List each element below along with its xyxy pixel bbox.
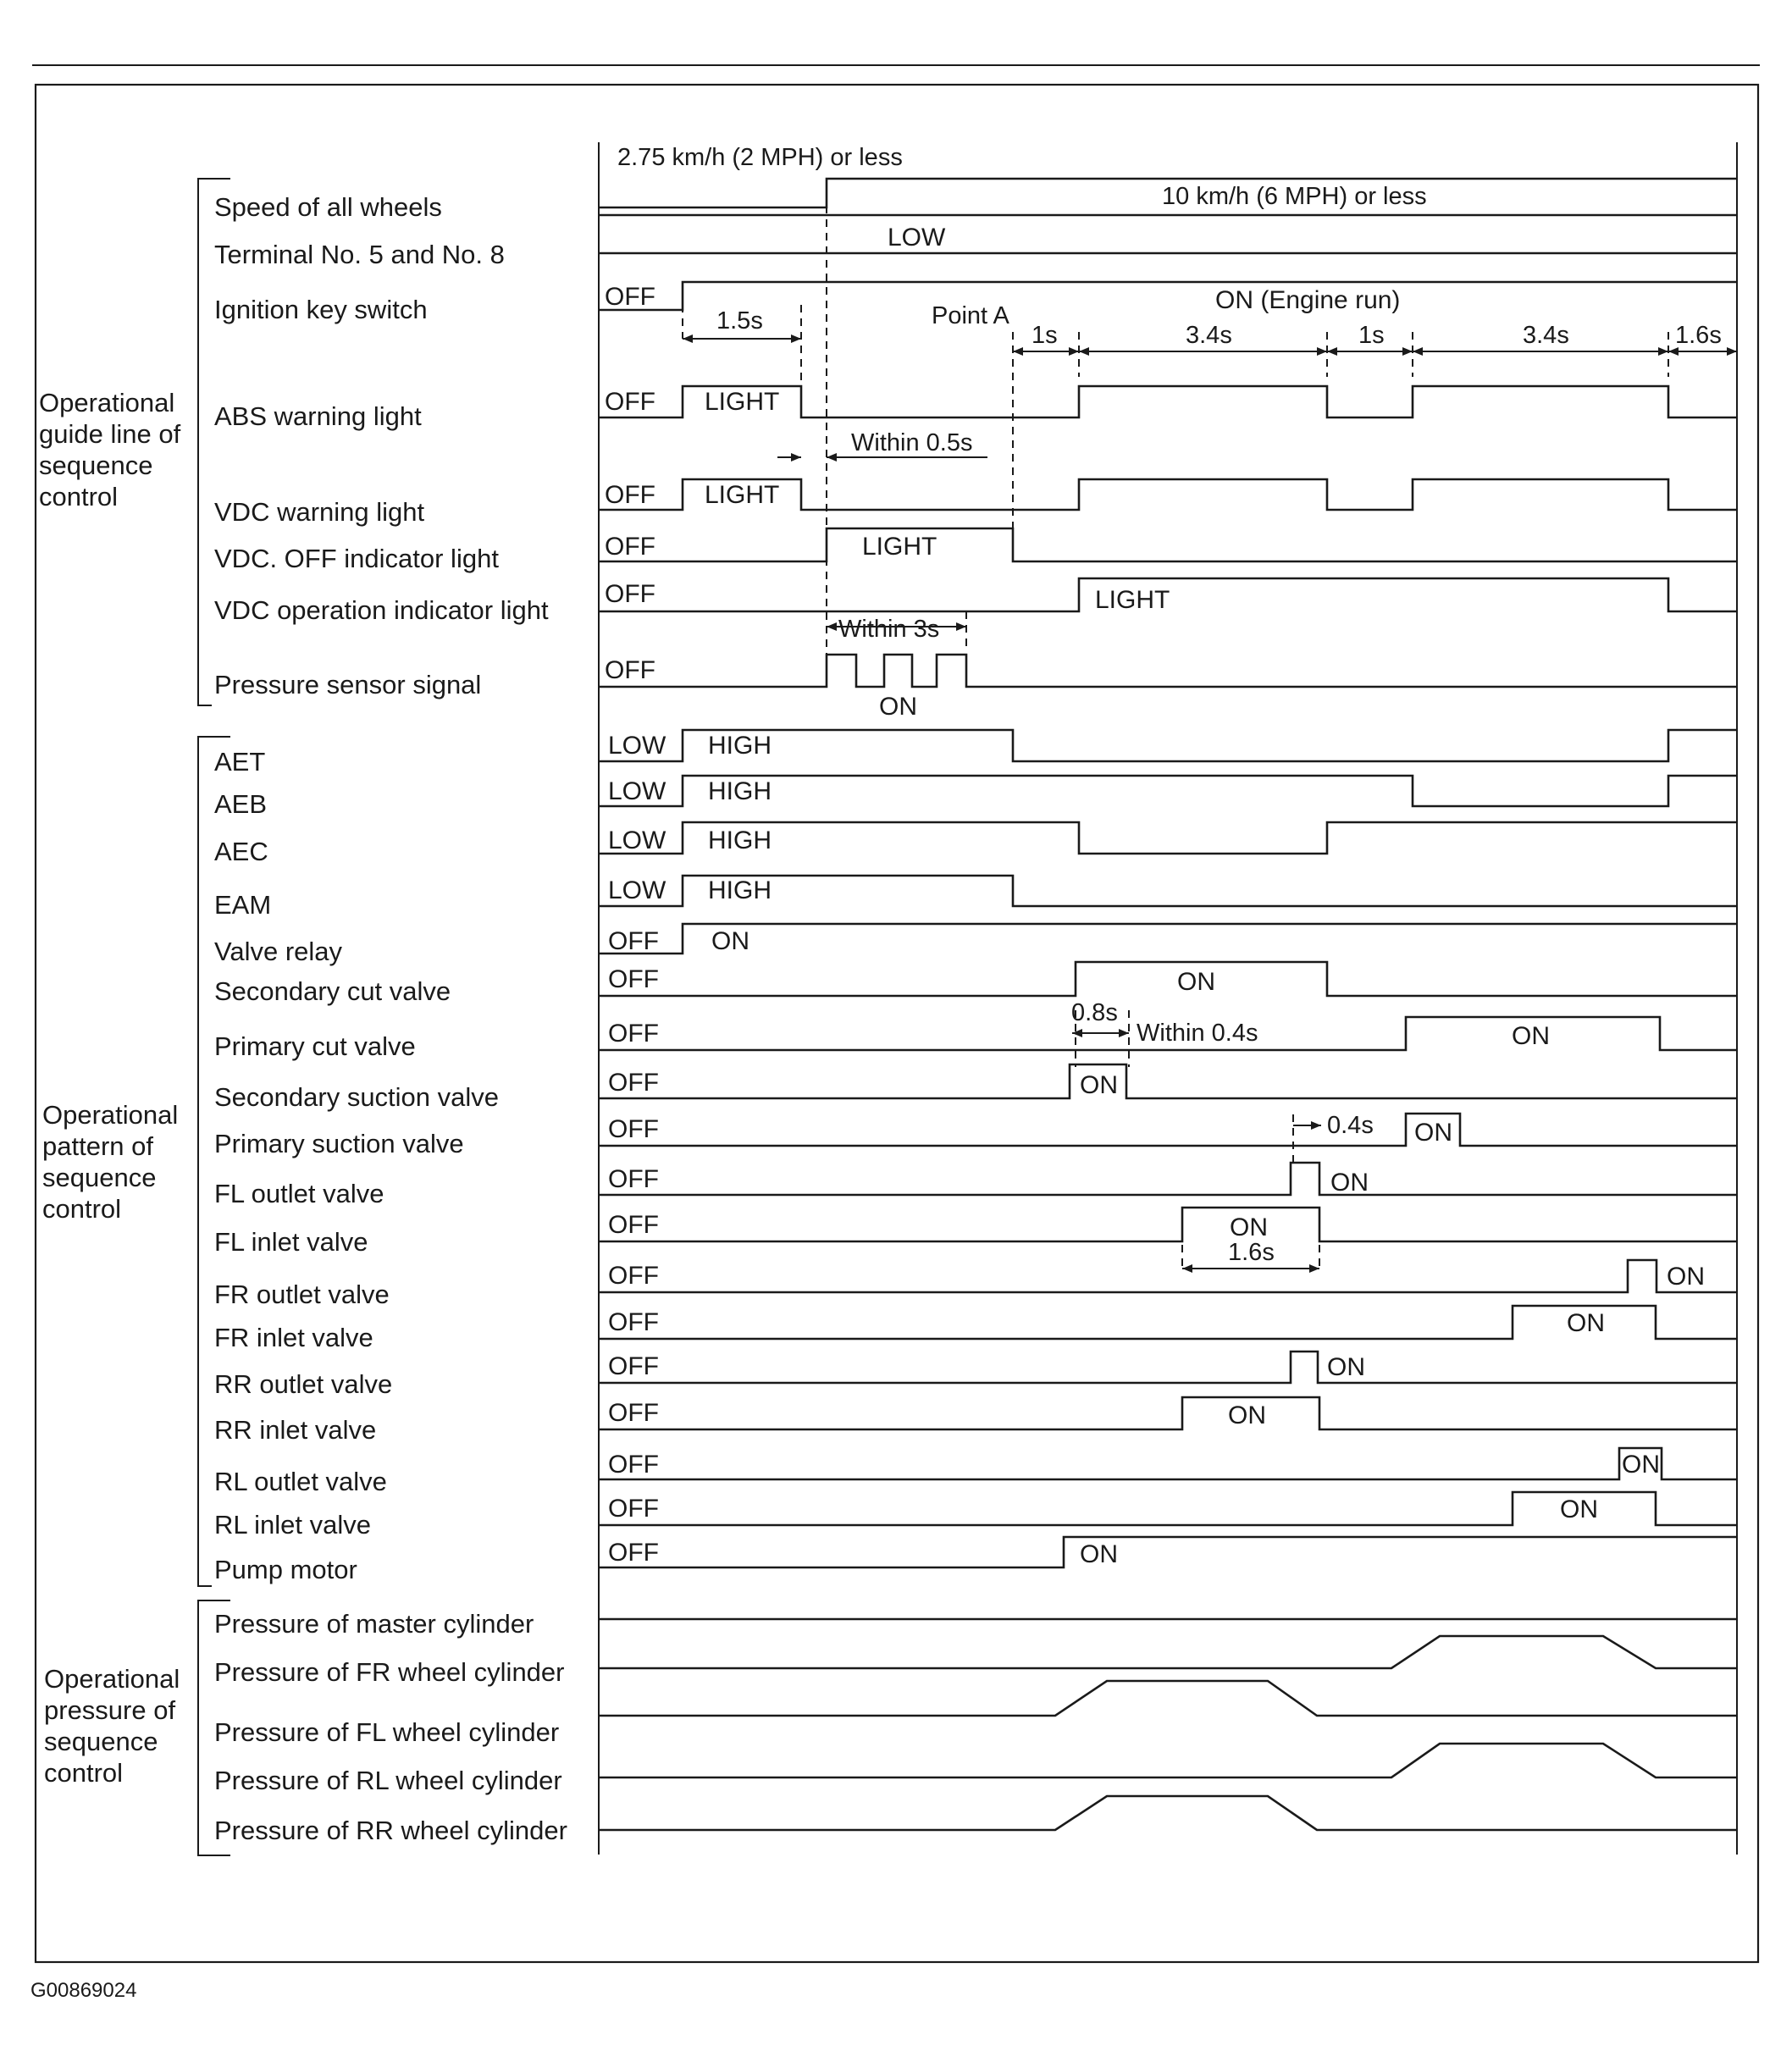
aec-high-label: HIGH — [708, 826, 772, 854]
row-label-pressure-fl: Pressure of FL wheel cylinder — [214, 1717, 560, 1747]
eam-high-label: HIGH — [708, 876, 772, 904]
fl-outlet-off-label: OFF — [608, 1165, 659, 1193]
row-label-fl-inlet: FL inlet valve — [214, 1227, 368, 1257]
group-label-guide — [39, 388, 181, 511]
row-label-pump-motor: Pump motor — [214, 1555, 357, 1584]
within-3s-annotation: Within 3s — [838, 616, 940, 643]
interval-1s-second: 1s — [1358, 322, 1385, 349]
rr-outlet-signal — [599, 1352, 1737, 1383]
vdc-off-indicator-off-label: OFF — [605, 533, 655, 561]
rr-inlet-signal — [599, 1397, 1737, 1429]
rr-inlet-off-label: OFF — [608, 1399, 659, 1427]
row-labels — [214, 192, 567, 1845]
speed-low-annotation: 2.75 km/h (2 MPH) or less — [617, 144, 903, 171]
group-label-guide-line-4: control — [39, 482, 119, 511]
fl-inlet-off-label: OFF — [608, 1211, 659, 1239]
valve-relay-signal — [599, 924, 1737, 954]
fr-inlet-off-label: OFF — [608, 1308, 659, 1336]
fl-outlet-signal — [599, 1163, 1737, 1195]
row-label-rr-outlet: RR outlet valve — [214, 1369, 393, 1399]
point-a-label: Point A — [932, 302, 1009, 329]
waveforms — [599, 179, 1737, 1830]
secondary-cut-on-label: ON — [1177, 968, 1215, 996]
primary-suction-on-label: ON — [1414, 1119, 1452, 1147]
group-label-pressure-line-2: pressure of — [44, 1695, 176, 1725]
pump-motor-off-label: OFF — [608, 1539, 659, 1567]
valve-relay-off-label: OFF — [608, 927, 659, 955]
abs-off-label: OFF — [605, 388, 655, 416]
valve-relay-on-label: ON — [711, 927, 749, 955]
dimension-arrowheads — [683, 334, 1737, 1273]
secondary-suction-off-label: OFF — [608, 1069, 659, 1097]
primary-cut-off-label: OFF — [608, 1020, 659, 1048]
primary-suction-off-label: OFF — [608, 1115, 659, 1143]
vdc-light-label: LIGHT — [705, 481, 780, 509]
fr-outlet-signal — [599, 1260, 1737, 1292]
within-0-5s-annotation: Within 0.5s — [851, 429, 973, 456]
state-labels — [605, 224, 1705, 1568]
row-label-vdc-op: VDC operation indicator light — [214, 595, 549, 625]
pump-motor-on-label: ON — [1080, 1540, 1118, 1568]
row-label-valve-relay: Valve relay — [214, 937, 343, 966]
group-label-pattern-line-1: Operational — [42, 1100, 179, 1130]
pressure-rl-curve — [599, 1744, 1737, 1777]
rl-inlet-on-label: ON — [1560, 1495, 1598, 1523]
event-markers — [683, 179, 1668, 1270]
interval-3-4s-second: 3.4s — [1523, 322, 1569, 349]
group-label-pressure-line-4: control — [44, 1758, 124, 1788]
aeb-low-label: LOW — [608, 777, 666, 805]
row-label-eam: EAM — [214, 890, 272, 920]
row-label-vdc-off: VDC. OFF indicator light — [214, 544, 499, 573]
secondary-suction-on-label: ON — [1080, 1071, 1118, 1099]
vdc-op-off-label: OFF — [605, 580, 655, 608]
aet-low-label: LOW — [608, 732, 666, 760]
rr-outlet-off-label: OFF — [608, 1352, 659, 1380]
secondary-cut-signal — [599, 962, 1737, 996]
primary-cut-on-label: ON — [1512, 1022, 1550, 1050]
row-label-vdc: VDC warning light — [214, 497, 425, 527]
group-label-pressure — [44, 1664, 180, 1788]
fl-outlet-on-label: ON — [1330, 1169, 1369, 1197]
aec-low-label: LOW — [608, 826, 666, 854]
row-label-aeb: AEB — [214, 789, 268, 819]
row-label-aet: AET — [214, 747, 266, 777]
row-label-rl-inlet: RL inlet valve — [214, 1510, 371, 1540]
vdc-off-label: OFF — [605, 481, 655, 509]
speed-high-annotation: 10 km/h (6 MPH) or less — [1162, 183, 1427, 210]
row-label-secondary-cut: Secondary cut valve — [214, 976, 451, 1006]
eam-low-label: LOW — [608, 876, 666, 904]
row-label-fr-outlet: FR outlet valve — [214, 1280, 390, 1309]
row-label-speed: Speed of all wheels — [214, 192, 442, 222]
row-label-abs: ABS warning light — [214, 401, 422, 431]
vdc-off-signal — [599, 528, 1737, 561]
row-label-fr-inlet: FR inlet valve — [214, 1323, 373, 1352]
interval-1-6s-fl: 1.6s — [1228, 1239, 1275, 1266]
fl-inlet-signal — [599, 1208, 1737, 1241]
interval-0-8s: 0.8s — [1071, 999, 1118, 1026]
secondary-cut-off-label: OFF — [608, 965, 659, 993]
fr-outlet-on-label: ON — [1667, 1263, 1705, 1291]
terminal-signal — [599, 215, 1737, 253]
group-label-pattern-line-3: sequence — [42, 1163, 157, 1192]
abs-light-label: LIGHT — [705, 388, 780, 416]
row-label-pressure-rr: Pressure of RR wheel cylinder — [214, 1816, 567, 1845]
group-label-guide-line-2: guide line of — [39, 419, 181, 449]
rr-inlet-on-label: ON — [1228, 1401, 1266, 1429]
ignition-off-label: OFF — [605, 283, 655, 311]
row-label-rl-outlet: RL outlet valve — [214, 1467, 387, 1496]
row-label-primary-cut: Primary cut valve — [214, 1031, 416, 1061]
fr-inlet-on-label: ON — [1567, 1309, 1605, 1337]
row-label-rr-inlet: RR inlet valve — [214, 1415, 377, 1445]
figure-code: G00869024 — [30, 1979, 137, 2002]
row-label-primary-suction: Primary suction valve — [214, 1129, 464, 1158]
interval-1-5s: 1.5s — [716, 307, 763, 334]
vdc-off-indicator-light-label: LIGHT — [862, 533, 937, 561]
row-label-terminal: Terminal No. 5 and No. 8 — [214, 240, 505, 269]
row-label-secondary-suction: Secondary suction valve — [214, 1082, 500, 1112]
row-label-fl-outlet: FL outlet valve — [214, 1179, 384, 1208]
rl-outlet-signal — [599, 1448, 1737, 1479]
aet-high-label: HIGH — [708, 732, 772, 760]
rl-outlet-off-label: OFF — [608, 1451, 659, 1479]
group-label-pressure-line-1: Operational — [44, 1664, 180, 1694]
pressure-fr-curve — [599, 1636, 1737, 1668]
pressure-sensor-signal — [599, 655, 1737, 687]
pressure-fl-curve — [599, 1681, 1737, 1716]
terminal-low-label: LOW — [888, 224, 946, 252]
group-label-guide-line-3: sequence — [39, 451, 153, 480]
group-label-guide-line-1: Operational — [39, 388, 175, 417]
group-label-pressure-line-3: sequence — [44, 1727, 158, 1756]
rl-inlet-off-label: OFF — [608, 1495, 659, 1523]
pump-motor-signal — [599, 1537, 1737, 1567]
ignition-on-label: ON (Engine run) — [1215, 286, 1401, 314]
row-label-aec: AEC — [214, 837, 268, 866]
within-0-4s-annotation: Within 0.4s — [1137, 1020, 1258, 1047]
secondary-suction-signal — [599, 1064, 1737, 1098]
pressure-sensor-on-label: ON — [879, 693, 917, 721]
ignition-signal — [599, 282, 1737, 310]
group-label-pattern — [42, 1100, 178, 1224]
aeb-high-label: HIGH — [708, 777, 772, 805]
vdc-op-light-label: LIGHT — [1095, 586, 1170, 614]
row-label-ignition: Ignition key switch — [214, 295, 428, 324]
interval-0-4s: 0.4s — [1327, 1112, 1374, 1139]
rr-outlet-on-label: ON — [1327, 1353, 1365, 1381]
fr-outlet-off-label: OFF — [608, 1262, 659, 1290]
pressure-sensor-off-label: OFF — [605, 656, 655, 684]
pressure-rr-curve — [599, 1796, 1737, 1830]
interval-1-6s-end: 1.6s — [1675, 322, 1722, 349]
row-label-pressure-sensor: Pressure sensor signal — [214, 670, 482, 699]
row-label-pressure-master: Pressure of master cylinder — [214, 1609, 534, 1639]
interval-1s-first: 1s — [1032, 322, 1058, 349]
rl-outlet-on-label: ON — [1622, 1451, 1660, 1479]
group-label-pattern-line-4: control — [42, 1194, 122, 1224]
row-label-pressure-rl: Pressure of RL wheel cylinder — [214, 1766, 562, 1795]
group-label-pattern-line-2: pattern of — [42, 1131, 153, 1161]
primary-suction-signal — [599, 1114, 1737, 1146]
row-label-pressure-fr: Pressure of FR wheel cylinder — [214, 1657, 565, 1687]
fl-inlet-on-label: ON — [1230, 1213, 1268, 1241]
interval-3-4s-first: 3.4s — [1186, 322, 1232, 349]
